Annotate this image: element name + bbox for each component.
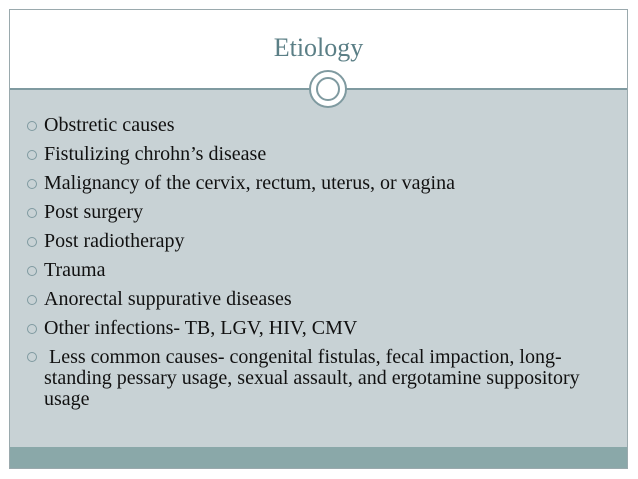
- slide-title: Etiology: [273, 33, 364, 62]
- bottom-band: [10, 447, 627, 469]
- bullet-text: Trauma: [44, 259, 106, 281]
- bullet-text: Post surgery: [44, 201, 144, 223]
- bullet-text: Post radiotherapy: [44, 230, 185, 252]
- bullet-item-obstetric: [10, 111, 627, 140]
- bullet-text: Fistulizing chrohn’s disease: [44, 143, 267, 165]
- bullet-list: [10, 111, 627, 410]
- bullet-icon: [27, 324, 37, 334]
- bullet-item-post-surgery: [10, 198, 627, 227]
- bullet-item-infections: [10, 314, 627, 343]
- bullet-text: Anorectal suppurative diseases: [44, 288, 292, 310]
- bullet-item-less-common: [10, 343, 627, 410]
- bullet-text: Malignancy of the cervix, rectum, uterus, or vagina: [44, 172, 455, 194]
- bullet-icon: [27, 266, 37, 276]
- bullet-item-crohns: [10, 140, 627, 169]
- ornament-inner-ring: [316, 77, 340, 101]
- bullet-text: Obstretic causes: [44, 114, 175, 136]
- bullet-item-trauma: [10, 256, 627, 285]
- bullet-item-malignancy: [10, 169, 627, 198]
- bullet-item-anorectal: [10, 285, 627, 314]
- bullet-icon: [27, 179, 37, 189]
- bullet-icon: [27, 352, 37, 362]
- bullet-text: Less common causes- congenital fistulas, fecal impaction, long-standing pessary usage, sexual assault, and ergotamine suppository usage: [44, 346, 585, 410]
- bullet-icon: [27, 150, 37, 160]
- bullet-item-post-radiotherapy: [10, 227, 627, 256]
- bullet-icon: [27, 295, 37, 305]
- double-ring-ornament-icon: [309, 70, 347, 108]
- bullet-text: Other infections- TB, LGV, HIV, CMV: [44, 317, 358, 339]
- bullet-icon: [27, 208, 37, 218]
- slide: [9, 9, 628, 469]
- bullet-icon: [27, 237, 37, 247]
- bullet-icon: [27, 121, 37, 131]
